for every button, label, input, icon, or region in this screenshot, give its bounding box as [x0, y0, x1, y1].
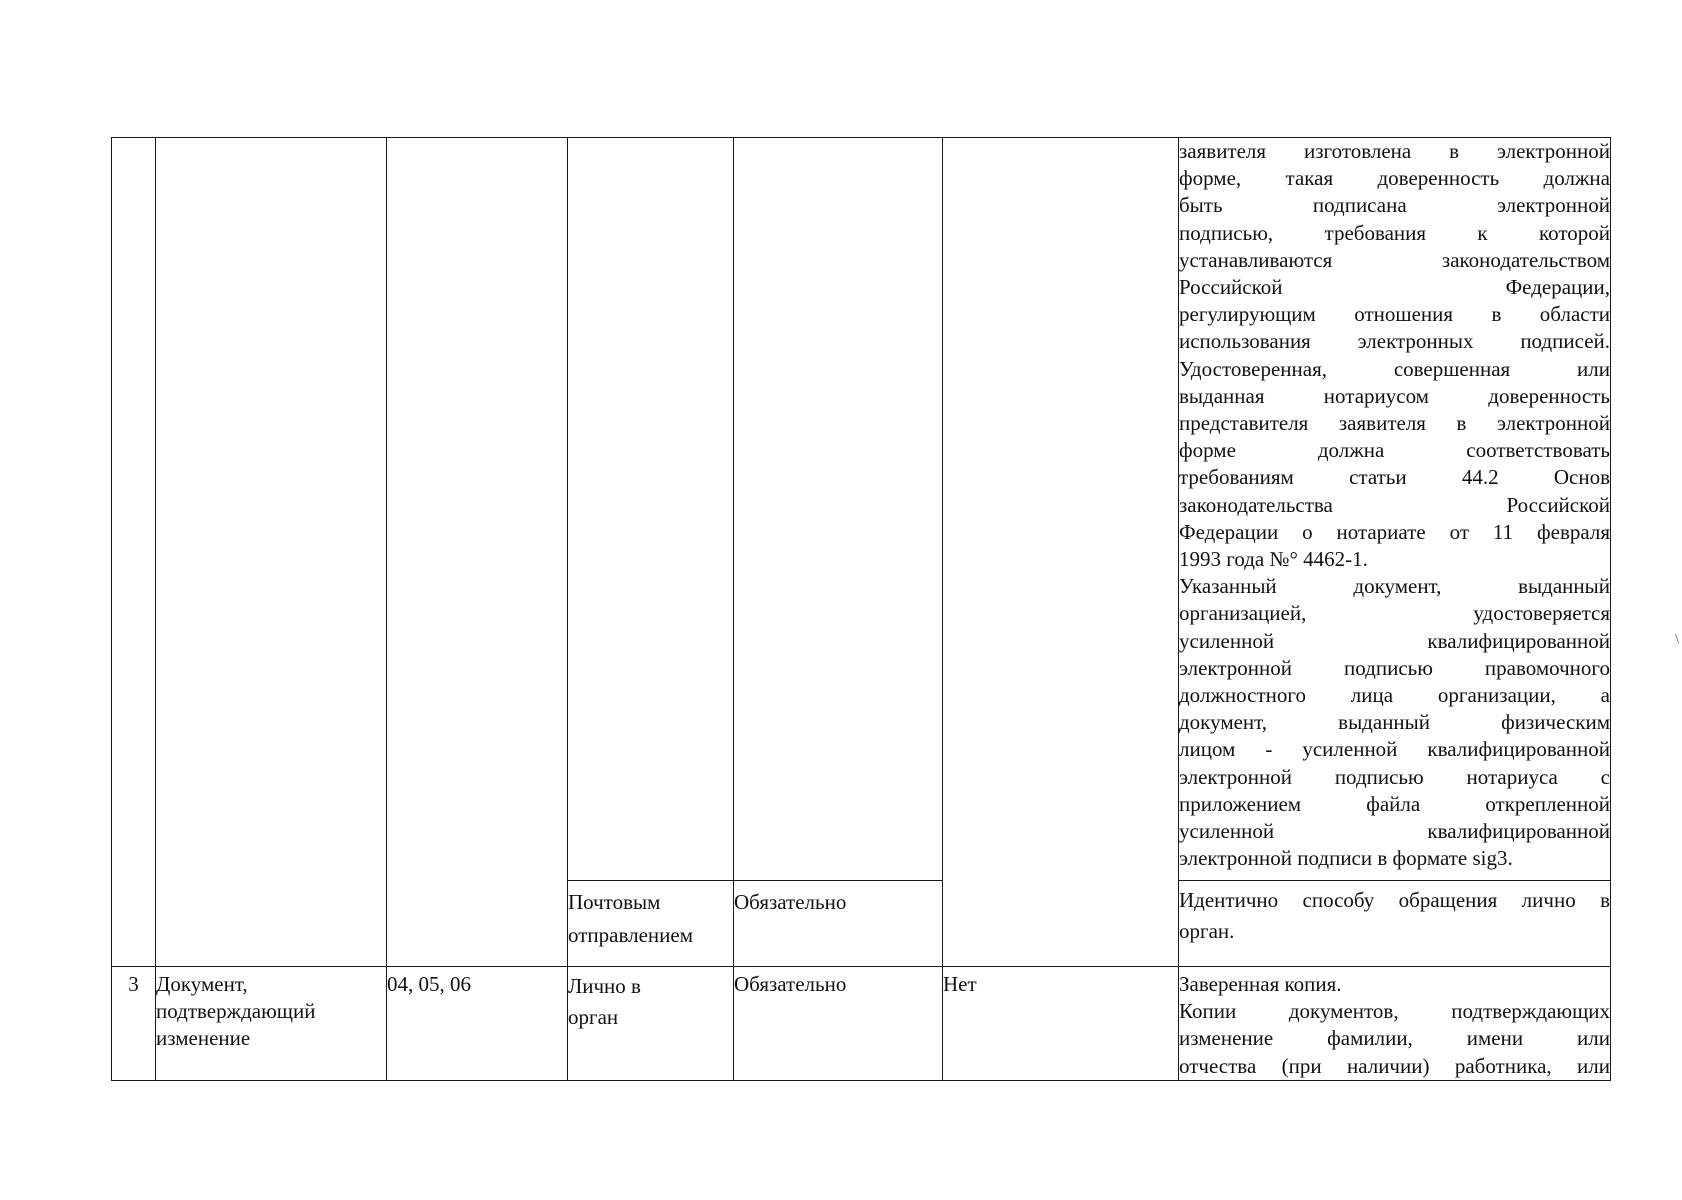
document-name-line-3: изменение [156, 1026, 251, 1051]
scan-edge-mark: \ [1675, 632, 1679, 647]
flag-label: Нет [943, 972, 977, 996]
method-mail-line-2: отправлением [568, 923, 693, 947]
description-mail-line: Идентично способу обращения лично в [1179, 888, 1610, 912]
description-text-block [1179, 138, 1610, 872]
method-in-person-line-2: орган [568, 1005, 619, 1029]
description-line: приложением файла открепленной [1179, 791, 1610, 816]
description-line: 1993 года №° 4462-1. [1179, 547, 1368, 572]
required-label: Обязательно [734, 972, 847, 996]
description-line: подписью, требования к которой [1179, 220, 1610, 245]
description-line: документ, выданный физическим [1179, 710, 1610, 735]
cell-description-continuation [1179, 138, 1611, 881]
table-row-3 [112, 967, 1611, 1081]
cell-number-empty [112, 138, 156, 967]
description-line: электронной подписи в формате sig3. [1179, 846, 1513, 871]
method-in-person [568, 967, 733, 1033]
description-line: быть подписана электронной [1179, 193, 1610, 218]
description-row3-line: отчества (при наличии) работника, или [1179, 1053, 1610, 1078]
table-row-continuation [112, 138, 1611, 881]
document-name [156, 967, 386, 1053]
description-mail-line: орган. [1179, 919, 1235, 943]
method-mail-line-1: Почтовым [568, 890, 661, 914]
cell-codes-3 [387, 967, 568, 1081]
cell-description-3 [1179, 967, 1611, 1081]
description-row3-line: изменение фамилии, имени или [1179, 1026, 1610, 1051]
description-line: использования электронных подписей. [1179, 329, 1610, 354]
cell-name-3 [156, 967, 387, 1081]
description-line: Российской Федерации, [1179, 275, 1610, 300]
description-line: форме должна соответствовать [1179, 438, 1610, 463]
description-row3-text [1179, 967, 1610, 1080]
requirements-table [111, 137, 1611, 1081]
row-number: 3 [128, 972, 139, 996]
cell-required-mail [734, 881, 943, 967]
cell-flag-3 [943, 967, 1179, 1081]
description-line: Удостоверенная, совершенная или [1179, 356, 1610, 381]
cell-name-empty [156, 138, 387, 967]
cell-method-3 [568, 967, 734, 1081]
description-line: законодательства Российской [1179, 492, 1610, 517]
description-line: электронной подписью нотариуса с [1179, 764, 1610, 789]
description-row3-line: Копии документов, подтверждающих [1179, 999, 1610, 1024]
description-line: Указанный документ, выданный [1179, 574, 1610, 599]
description-line: регулирующим отношения в области [1179, 302, 1610, 327]
description-line: представителя заявителя в электронной [1179, 411, 1610, 436]
description-line: устанавливаются законодательством [1179, 247, 1610, 272]
method-mail-label [568, 881, 733, 952]
cell-method-empty [568, 138, 734, 881]
document-name-line-1: Документ, [156, 972, 248, 996]
document-name-line-2: подтверждающий [156, 999, 316, 1024]
cell-description-mail [1179, 881, 1611, 967]
category-codes: 04, 05, 06 [387, 972, 471, 996]
required-mail-label: Обязательно [734, 890, 847, 914]
cell-flag-empty [943, 138, 1179, 967]
description-mail-text [1179, 881, 1610, 947]
description-line: должностного лица организации, а [1179, 683, 1610, 708]
description-line: организацией, удостоверяется [1179, 601, 1610, 626]
description-line: усиленной квалифицированной [1179, 628, 1610, 653]
description-line: требованиям статьи 44.2 Основ [1179, 465, 1610, 490]
description-row3-line: Заверенная копия. [1179, 972, 1342, 996]
description-line: заявителя изготовлена в электронной [1179, 139, 1610, 163]
cell-method-mail [568, 881, 734, 967]
description-line: усиленной квалифицированной [1179, 819, 1610, 844]
cell-codes-empty [387, 138, 568, 967]
description-line: лицом - усиленной квалифицированной [1179, 737, 1610, 762]
cell-required-3 [734, 967, 943, 1081]
cell-required-empty [734, 138, 943, 881]
description-line: электронной подписью правомочного [1179, 655, 1610, 680]
method-in-person-line-1: Лично в [568, 974, 641, 998]
description-line: выданная нотариусом доверенность [1179, 383, 1610, 408]
cell-number-3 [112, 967, 156, 1081]
description-line: форме, такая доверенность должна [1179, 166, 1610, 191]
description-line: Федерации о нотариате от 11 февраля [1179, 519, 1610, 544]
